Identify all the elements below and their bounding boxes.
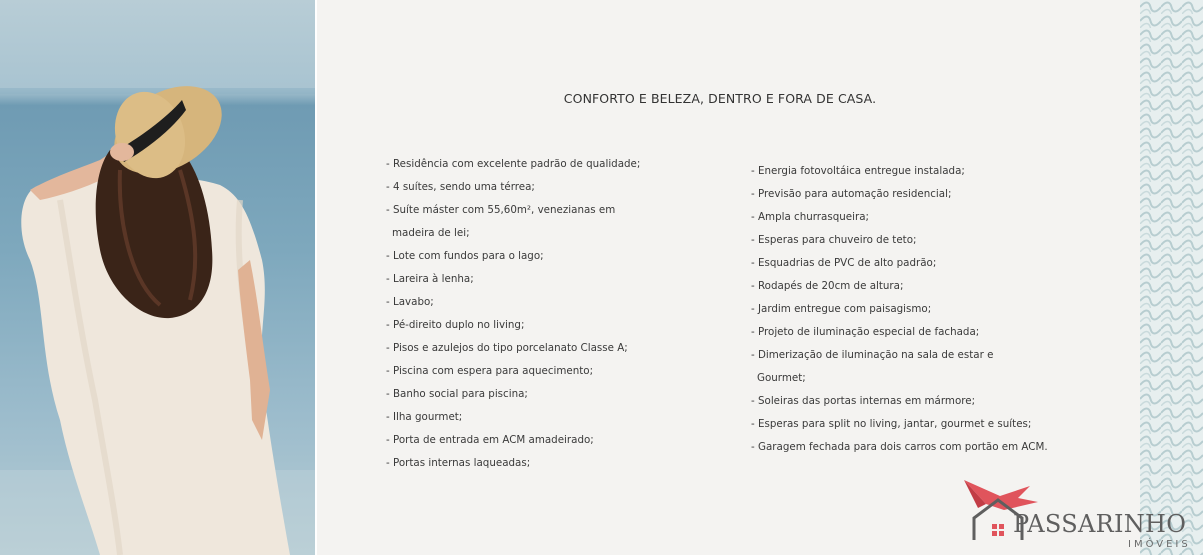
hero-photo xyxy=(0,0,315,555)
list-item: - Lote com fundos para o lago; xyxy=(386,250,544,262)
feature-list-right xyxy=(751,160,1111,459)
list-item: - Residência com excelente padrão de qualidade; xyxy=(386,158,641,170)
company-logo xyxy=(960,468,1203,555)
logo-name: PASSARINHO xyxy=(1013,510,1187,538)
panel-divider xyxy=(315,0,317,555)
list-item: - Ilha gourmet; xyxy=(386,411,463,423)
list-item: - Lareira à lenha; xyxy=(386,273,474,285)
list-item: - Esperas para chuveiro de teto; xyxy=(751,234,917,246)
list-item: - Garagem fechada para dois carros com portão em ACM. xyxy=(751,441,1048,453)
feature-list-left xyxy=(386,153,716,475)
list-item: madeira de lei; xyxy=(392,227,470,239)
list-item: - Porta de entrada em ACM amadeirado; xyxy=(386,434,594,446)
list-item: - Suíte máster com 55,60m², venezianas em xyxy=(386,204,616,216)
page-title: CONFORTO E BELEZA, DENTRO E FORA DE CASA. xyxy=(563,91,877,106)
logo-subtitle: IMÓVEIS xyxy=(1128,539,1191,550)
list-item: - Piscina com espera para aquecimento; xyxy=(386,365,594,377)
list-item: - Pé-direito duplo no living; xyxy=(386,319,525,331)
list-item: - Projeto de iluminação especial de fachada; xyxy=(751,326,980,338)
list-item: - Energia fotovoltáica entregue instalada; xyxy=(751,165,965,177)
list-item: - 4 suítes, sendo uma térrea; xyxy=(386,181,535,193)
list-item: - Esperas para split no living, jantar, gourmet e suítes; xyxy=(751,418,1032,430)
list-item: - Jardim entregue com paisagismo; xyxy=(751,303,932,315)
list-item: - Rodapés de 20cm de altura; xyxy=(751,280,904,292)
list-item: Gourmet; xyxy=(757,372,806,384)
list-item: - Esquadrias de PVC de alto padrão; xyxy=(751,257,937,269)
list-item: - Ampla churrasqueira; xyxy=(751,211,869,223)
list-item: - Banho social para piscina; xyxy=(386,388,528,400)
list-item: - Previsão para automação residencial; xyxy=(751,188,952,200)
woman-at-beach-illustration xyxy=(0,0,315,555)
list-item: - Pisos e azulejos do tipo porcelanato Classe A; xyxy=(386,342,628,354)
list-item: - Portas internas laqueadas; xyxy=(386,457,531,469)
list-item: - Soleiras das portas internas em mármore; xyxy=(751,395,976,407)
list-item: - Dimerização de iluminação na sala de estar e xyxy=(751,349,994,361)
list-item: - Lavabo; xyxy=(386,296,434,308)
